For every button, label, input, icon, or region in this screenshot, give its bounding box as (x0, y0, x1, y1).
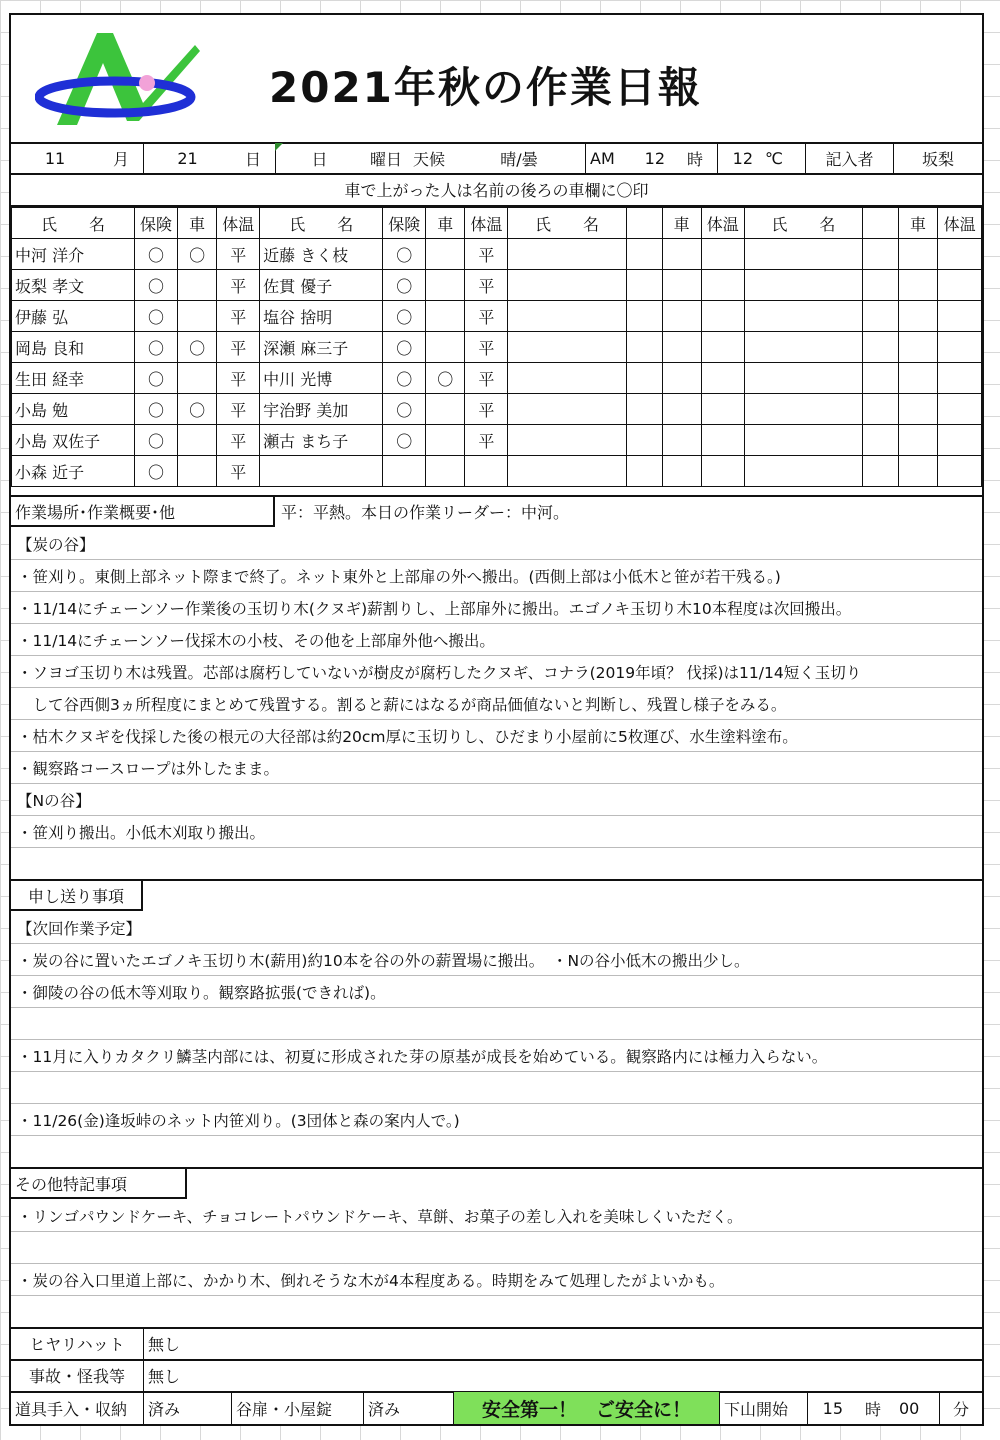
grid-line (11, 1071, 982, 1072)
attendance-temp: 平 (465, 270, 508, 301)
attendance-name (744, 456, 862, 487)
attendance-name (508, 239, 626, 270)
gate-label: 谷扉・小屋錠 (231, 1392, 363, 1424)
text-line: ・御陵の谷の低木等刈取り。観察路拡張(できれば)。 (17, 984, 386, 1002)
attendance-insurance: 〇 (135, 270, 178, 301)
attendance-insurance: 〇 (135, 425, 178, 456)
attendance-name (744, 239, 862, 270)
descent-minute-label: 分 (939, 1392, 982, 1424)
attendance-name: 小森 近子 (12, 456, 135, 487)
handover-label: 申し送り事項 (27, 886, 124, 906)
text-line: 【次回作業予定】 (17, 920, 142, 938)
attendance-temp (701, 425, 744, 456)
attendance-name: 伊藤 弘 (12, 301, 135, 332)
accident-label: 事故・怪我等 (28, 1367, 125, 1386)
attendance-insurance: 〇 (135, 239, 178, 270)
attendance-name (508, 363, 626, 394)
attendance-temp: 平 (217, 332, 260, 363)
descent-hour: 15 (807, 1392, 851, 1424)
attendance-insurance (626, 394, 662, 425)
text-line: ・炭の谷に置いたエゴノキ玉切り木(薪用)約10本を谷の外の薪置場に搬出。 ・Nの谷小低木の搬出少し。 (17, 952, 750, 970)
attendance-car (426, 456, 465, 487)
attendance-insurance: 〇 (383, 332, 426, 363)
grid-line (11, 687, 982, 688)
attendance-insurance (626, 270, 662, 301)
attendance-header-car: 車 (662, 208, 701, 239)
attendance-car (426, 394, 465, 425)
attendance-name: 小島 勉 (12, 394, 135, 425)
attendance-insurance (863, 332, 899, 363)
attendance-temp (701, 239, 744, 270)
cell-note-marker (275, 143, 283, 151)
attendance-car (426, 301, 465, 332)
grid-line (11, 719, 982, 720)
attendance-header-car: 車 (426, 208, 465, 239)
temperature-value: 12 (717, 143, 761, 173)
report-title: 2021年秋の作業日報 (269, 63, 702, 112)
attendance-name (744, 301, 862, 332)
attendance-temp (701, 301, 744, 332)
table-row (12, 270, 982, 301)
attendance-insurance (626, 456, 662, 487)
attendance-header-car: 車 (177, 208, 216, 239)
hiyari-label: ヒヤリハット (29, 1335, 125, 1354)
car-note: 車で上がった人は名前の後ろの車欄に〇印 (344, 181, 649, 200)
text-line: ・炭の谷入口里道上部に、かかり木、倒れそうな木が4本程度ある。時期をみて処理したがよいかも。 (17, 1272, 725, 1290)
accident-value: 無し (143, 1360, 982, 1391)
day-value: 21 (143, 143, 231, 173)
attendance-header-insurance: 保険 (383, 208, 426, 239)
attendance-car (662, 239, 701, 270)
attendance-temp: 平 (217, 425, 260, 456)
grid-line (11, 623, 982, 624)
attendance-header-temp: 体温 (217, 208, 260, 239)
attendance-car (426, 239, 465, 270)
text-line: ・観察路コースロープは外したまま。 (17, 760, 279, 778)
attendance-name: 中川 光博 (260, 363, 383, 394)
attendance-car (898, 301, 937, 332)
attendance-name: 深瀬 麻三子 (260, 332, 383, 363)
table-row (12, 239, 982, 270)
attendance-car: 〇 (177, 394, 216, 425)
grid-line (11, 1039, 982, 1040)
attendance-temp (938, 301, 982, 332)
text-line: ・笹刈り。東側上部ネット際まで終了。ネット東外と上部扉の外へ搬出。(西側上部は小低木と笹が若干残る。) (17, 568, 781, 586)
descent-label: 下山開始 (719, 1392, 807, 1424)
text-line: して谷西側3ヵ所程度にまとめて残置する。割ると薪にはなるが商品価値ないと判断し、残置し様子をみる。 (17, 696, 787, 714)
descent-minute: 00 (899, 1398, 920, 1418)
attendance-temp (938, 394, 982, 425)
text-line: ・11/14にチェーンソー伐採木の小枝、その他を上部扉外他へ搬出。 (17, 632, 495, 650)
attendance-temp (701, 332, 744, 363)
text-line: ・11/26(金)逢坂峠のネット内笹刈り。(3団体と森の案内人で。) (17, 1112, 460, 1130)
attendance-car (898, 425, 937, 456)
grid-line (11, 1135, 982, 1136)
attendance-temp: 平 (217, 394, 260, 425)
hiyari-value: 無し (143, 1328, 982, 1359)
organization-logo (35, 25, 205, 135)
attendance-car: 〇 (177, 239, 216, 270)
attendance-temp: 平 (217, 363, 260, 394)
day-label: 日 (244, 149, 261, 169)
attendance-car (662, 270, 701, 301)
attendance-insurance (863, 239, 899, 270)
attendance-header-temp: 体温 (701, 208, 744, 239)
attendance-insurance (863, 270, 899, 301)
attendance-name (508, 301, 626, 332)
hour-value: 12 (644, 148, 665, 168)
attendance-insurance: 〇 (135, 363, 178, 394)
attendance-car (177, 363, 216, 394)
attendance-header-car: 車 (898, 208, 937, 239)
month-value: 11 (44, 148, 66, 168)
recorder-value: 坂梨 (893, 143, 982, 173)
attendance-temp (938, 425, 982, 456)
attendance-header-insurance (626, 208, 662, 239)
table-row (12, 394, 982, 425)
attendance-name: 瀬古 まち子 (260, 425, 383, 456)
attendance-insurance (626, 363, 662, 394)
attendance-insurance: 〇 (135, 332, 178, 363)
text-line: ・11/14にチェーンソー作業後の玉切り木(クヌギ)薪割りし、上部扉外に搬出。エゴノキ玉切り木10本程度は次回搬出。 (17, 600, 852, 618)
attendance-insurance: 〇 (135, 301, 178, 332)
attendance-insurance: 〇 (383, 363, 426, 394)
attendance-name (744, 394, 862, 425)
text-line: 【Nの谷】 (17, 792, 91, 810)
gate-value: 済み (363, 1392, 453, 1424)
other-label: その他特記事項 (15, 1174, 128, 1194)
tools-value: 済み (143, 1392, 231, 1424)
month-label: 月 (112, 149, 129, 169)
attendance-temp (701, 394, 744, 425)
attendance-car (898, 332, 937, 363)
attendance-name (744, 332, 862, 363)
attendance-temp (938, 363, 982, 394)
attendance-insurance (626, 239, 662, 270)
attendance-insurance: 〇 (135, 456, 178, 487)
attendance-header-name: 氏 名 (508, 208, 626, 239)
grid-line (11, 751, 982, 752)
grid-line (11, 1231, 982, 1232)
attendance-name: 塩谷 捨明 (260, 301, 383, 332)
attendance-insurance (863, 363, 899, 394)
text-line: ・枯木クヌギを伐採した後の根元の大径部は約20cm厚に玉切りし、ひだまり小屋前に5枚運び、水生塗料塗布。 (17, 728, 798, 746)
attendance-header-insurance: 保険 (135, 208, 178, 239)
attendance-temp: 平 (217, 270, 260, 301)
recorder-label: 記入者 (805, 143, 893, 173)
attendance-name (744, 363, 862, 394)
text-line: ・笹刈り搬出。小低木刈取り搬出。 (17, 824, 266, 842)
daily-report-sheet (9, 13, 984, 1426)
attendance-insurance: 〇 (383, 394, 426, 425)
attendance-header-row (12, 208, 982, 239)
text-line: 【炭の谷】 (17, 536, 95, 554)
table-row (12, 301, 982, 332)
attendance-name: 中河 洋介 (12, 239, 135, 270)
attendance-insurance (383, 456, 426, 487)
attendance-temp (701, 270, 744, 301)
grid-line (11, 1263, 982, 1264)
attendance-car (898, 456, 937, 487)
attendance-temp (938, 332, 982, 363)
attendance-car (898, 239, 937, 270)
attendance-temp: 平 (217, 456, 260, 487)
attendance-temp: 平 (217, 301, 260, 332)
attendance-name (508, 394, 626, 425)
attendance-car (177, 270, 216, 301)
attendance-temp (938, 456, 982, 487)
attendance-temp (938, 270, 982, 301)
attendance-header-name: 氏 名 (12, 208, 135, 239)
attendance-car: 〇 (177, 332, 216, 363)
attendance-temp: 平 (465, 363, 508, 394)
grid-line (11, 559, 982, 560)
attendance-car (662, 301, 701, 332)
attendance-car (426, 425, 465, 456)
text-line: ・ソヨゴ玉切り木は残置。芯部は腐朽していないが樹皮が腐朽したクヌギ、コナラ(2019年頃？ 伐採)は11/14短く玉切り (17, 664, 862, 682)
attendance-temp (701, 456, 744, 487)
weather-value: 晴/曇 (500, 149, 538, 169)
attendance-name (508, 270, 626, 301)
attendance-name (744, 425, 862, 456)
attendance-name: 坂梨 孝文 (12, 270, 135, 301)
grid-line (11, 655, 982, 656)
attendance-car (662, 332, 701, 363)
table-row (12, 363, 982, 394)
grid-line (11, 943, 982, 944)
text-line: ・リンゴパウンドケーキ、チョコレートパウンドケーキ、草餅、お菓子の差し入れを美味しくいただく。 (17, 1208, 743, 1226)
attendance-insurance (626, 332, 662, 363)
attendance-car (177, 456, 216, 487)
grid-line (11, 847, 982, 848)
attendance-header-name: 氏 名 (260, 208, 383, 239)
attendance-temp: 平 (465, 239, 508, 270)
attendance-car (662, 394, 701, 425)
work-summary: 平：平熱。本日の作業リーダー：中河。 (281, 502, 570, 522)
attendance-car (426, 270, 465, 301)
attendance-header-name: 氏 名 (744, 208, 862, 239)
attendance-car (426, 332, 465, 363)
attendance-name: 生田 経幸 (12, 363, 135, 394)
attendance-name (260, 456, 383, 487)
attendance-name (508, 456, 626, 487)
attendance-insurance (863, 425, 899, 456)
ampm-value: AM (585, 143, 629, 173)
attendance-temp (701, 363, 744, 394)
attendance-insurance: 〇 (383, 301, 426, 332)
attendance-car: 〇 (426, 363, 465, 394)
attendance-header-temp: 体温 (465, 208, 508, 239)
grid-line (11, 975, 982, 976)
work-label: 作業場所･作業概要･他 (15, 502, 176, 522)
attendance-header-temp: 体温 (938, 208, 982, 239)
attendance-insurance: 〇 (383, 270, 426, 301)
attendance-insurance (626, 301, 662, 332)
grid-line (11, 1103, 982, 1104)
grid-line (11, 815, 982, 816)
attendance-car (177, 425, 216, 456)
attendance-name: 岡島 良和 (12, 332, 135, 363)
tools-label: 道具手入・収納 (15, 1399, 128, 1419)
attendance-name: 宇治野 美加 (260, 394, 383, 425)
attendance-insurance (626, 425, 662, 456)
table-row (12, 456, 982, 487)
attendance-temp (938, 239, 982, 270)
attendance-car (662, 456, 701, 487)
attendance-name: 近藤 きく枝 (260, 239, 383, 270)
attendance-insurance (863, 301, 899, 332)
attendance-car (662, 425, 701, 456)
table-row (12, 425, 982, 456)
attendance-table (11, 207, 982, 487)
attendance-header-insurance (863, 208, 899, 239)
attendance-car (898, 363, 937, 394)
attendance-insurance (863, 456, 899, 487)
weekday-label: 曜日 (369, 149, 402, 169)
attendance-temp: 平 (465, 301, 508, 332)
attendance-insurance: 〇 (135, 394, 178, 425)
weekday-value: 日 (275, 143, 363, 173)
grid-line (11, 1295, 982, 1296)
table-row (12, 332, 982, 363)
grid-line (11, 1007, 982, 1008)
grid-line (11, 591, 982, 592)
attendance-car (177, 301, 216, 332)
attendance-car (662, 363, 701, 394)
attendance-car (898, 270, 937, 301)
weather-label: 天候 (413, 149, 446, 169)
safety-banner: 安全第一！ ご安全に！ (453, 1392, 719, 1424)
attendance-temp (465, 456, 508, 487)
attendance-name: 小島 双佐子 (12, 425, 135, 456)
hour-label: 時 (686, 149, 703, 169)
temperature-unit: ℃ (765, 148, 783, 168)
attendance-temp: 平 (465, 332, 508, 363)
attendance-car (898, 394, 937, 425)
attendance-temp: 平 (217, 239, 260, 270)
attendance-temp: 平 (465, 394, 508, 425)
attendance-insurance (863, 394, 899, 425)
attendance-name (508, 425, 626, 456)
attendance-insurance: 〇 (383, 425, 426, 456)
attendance-insurance: 〇 (383, 239, 426, 270)
attendance-name: 佐貫 優子 (260, 270, 383, 301)
text-line: ・11月に入りカタクリ鱗茎内部には、初夏に形成された芽の原基が成長を始めている。観察路内には極力入らない。 (17, 1048, 828, 1066)
grid-line (11, 783, 982, 784)
attendance-temp: 平 (465, 425, 508, 456)
attendance-name (744, 270, 862, 301)
descent-hour-label: 時 (864, 1399, 881, 1419)
attendance-name (508, 332, 626, 363)
